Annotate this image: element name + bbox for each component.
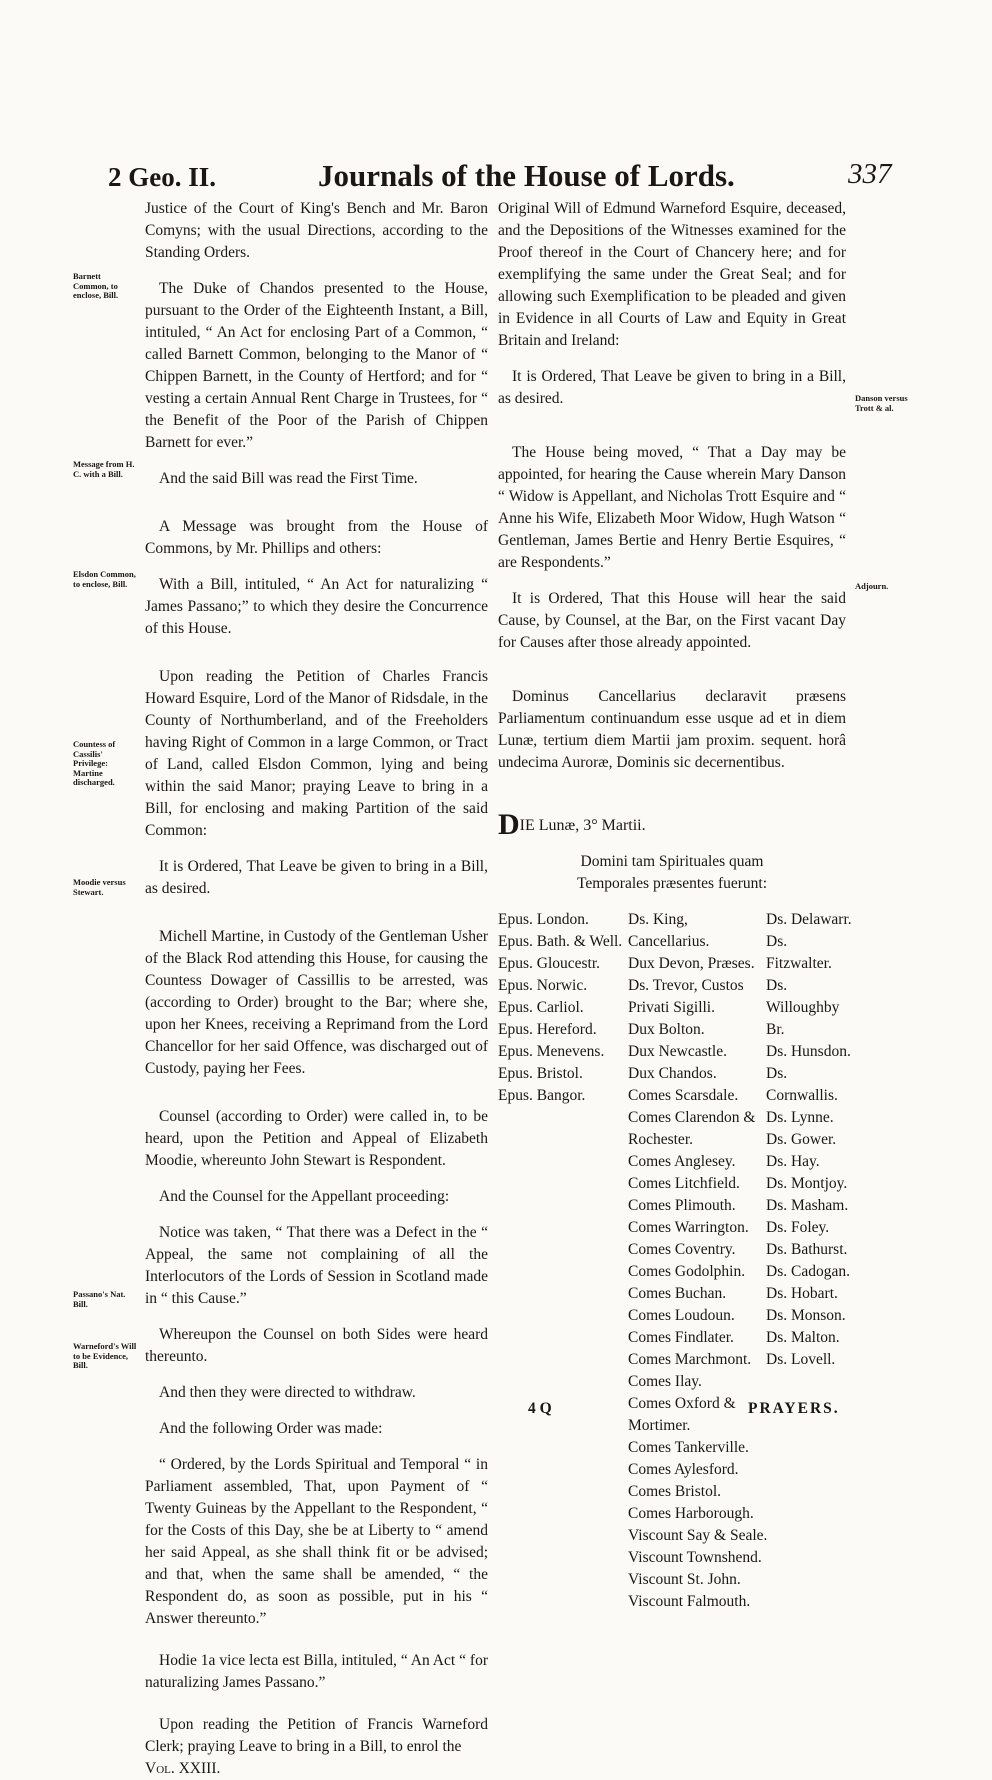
list-item: Ds. Willoughby Br.: [766, 977, 840, 1038]
page-number: 337: [848, 158, 892, 190]
list-item: Epus. Hereford.: [498, 1021, 597, 1038]
list-item: Comes Aylesford.: [628, 1461, 739, 1478]
journal-title: Journals of the House of Lords.: [318, 158, 735, 193]
list-item: Viscount Townshend.: [628, 1549, 762, 1566]
list-item: Comes Plimouth.: [628, 1197, 736, 1214]
paragraph: Original Will of Edmund Warneford Esquire, deceased, and the Depositions of the Witnesses examined for the Proof thereof in the Court of Chancery here; and for exemplifying the same under the Great Seal; and for allowing such Exemplification to be pleaded and given in Evidence in all Courts of Law and Equity in Great Britain and Ireland:: [498, 200, 846, 349]
margin-note: Message from H. C. with a Bill.: [73, 459, 135, 479]
list-item: Ds. Delawarr.: [766, 911, 852, 928]
list-item: Comes Godolphin.: [628, 1263, 746, 1280]
list-item: Comes Buchan.: [628, 1285, 727, 1302]
list-item: Comes Anglesey.: [628, 1153, 736, 1170]
list-item: Ds. Lovell.: [766, 1351, 836, 1368]
list-item: Comes Findlater.: [628, 1329, 734, 1346]
list-item: Ds. Hunsdon.: [766, 1043, 851, 1060]
list-item: Viscount Say & Seale.: [628, 1527, 768, 1544]
reign-label: 2 Geo. II.: [108, 162, 216, 192]
list-item: Ds. Hobart.: [766, 1285, 838, 1302]
paragraph: The House being moved, “ That a Day may be appointed, for hearing the Cause wherein Mary Danson “ Widow is Appellant, and Nicholas Trott Esquire and “ Anne his Wife, Elizabeth Moor Widow, Hugh Watson “ Gentleman, James Bertie and Henry Bertie Esquires, “ are Respondents.”: [498, 444, 846, 571]
bishops-list: [498, 909, 626, 1107]
list-item: Comes Harborough.: [628, 1505, 754, 1522]
present-statement: Domini tam Spirituales quam Temporales præsentes fuerunt:: [576, 853, 768, 892]
paragraph: It is Ordered, That Leave be given to bring in a Bill, as desired.: [145, 858, 488, 897]
paragraph: And the following Order was made:: [159, 1420, 383, 1437]
paragraph: It is Ordered, That this House will hear the said Cause, by Counsel, at the Bar, on the First vacant Day for Causes after those already appointed.: [498, 590, 846, 651]
day-heading: [498, 808, 846, 841]
list-item: Ds. Cornwallis.: [766, 1065, 838, 1104]
list-item: Dux Newcastle.: [628, 1043, 727, 1060]
paragraph: The Duke of Chandos presented to the House, pursuant to the Order of the Eighteenth Instant, a Bill, intituled, “ An Act for enclosing Part of a Common, “ called Barnett Common, belonging to the Manor of “ Chippen Barnett, in the County of Hertford; and for “ vesting a certain Annual Rent Charge in Trustees, for “ the Benefit of the Poor of the Parish of Chippen Barnett for ever.”: [145, 280, 488, 451]
paragraph: Upon reading the Petition of Francis Warneford Clerk; praying Leave to bring in a Bill, to enrol the: [145, 1716, 488, 1755]
list-item: Dux Devon, Præses.: [628, 955, 755, 972]
list-item: Dux Bolton.: [628, 1021, 705, 1038]
margin-note: Passano's Nat. Bill.: [73, 1289, 126, 1309]
list-item: Comes Bristol.: [628, 1483, 722, 1500]
list-item: Ds. Malton.: [766, 1329, 840, 1346]
margin-note: Warneford's Will to be Evidence, Bill.: [73, 1341, 137, 1370]
paragraph: Counsel (according to Order) were called in, to be heard, upon the Petition and Appeal of Elizabeth Moodie, whereunto John Stewart is Respondent.: [145, 1108, 488, 1169]
list-item: Ds. Masham.: [766, 1197, 849, 1214]
list-item: Ds. Fitzwalter.: [766, 933, 832, 972]
list-item: Ds. Cadogan.: [766, 1263, 850, 1280]
list-item: Epus. London.: [498, 911, 589, 928]
list-item: Comes Loudoun.: [628, 1307, 735, 1324]
day-heading-text: IE Lunæ, 3° Martii.: [519, 817, 646, 834]
list-item: Viscount St. John.: [628, 1571, 741, 1588]
margin-note: Barnett Common, to enclose, Bill.: [73, 271, 119, 300]
list-item: Comes Tankerville.: [628, 1439, 749, 1456]
paragraph: It is Ordered, That Leave be given to bring in a Bill, as desired.: [498, 368, 846, 407]
catchword: PRAYERS.: [748, 1400, 840, 1417]
list-item: Ds. Monson.: [766, 1307, 846, 1324]
left-column: [145, 198, 488, 1780]
list-item: Ds. Hay.: [766, 1153, 820, 1170]
list-item: Ds. Trevor, Custos Privati Sigilli.: [628, 977, 744, 1016]
list-item: Comes Coventry.: [628, 1241, 736, 1258]
paragraph: Justice of the Court of King's Bench and Mr. Baron Comyns; with the usual Directions, according to the Standing Orders.: [145, 200, 488, 261]
list-item: Ds. Montjoy.: [766, 1175, 848, 1192]
paragraph: Upon reading the Petition of Charles Francis Howard Esquire, Lord of the Manor of Ridsdale, in the County of Northumberland, and of the Freeholders having Right of Common in a large Common, or Tract of Land, called Elsdon Common, lying and being within the said Manor; praying Leave to bring in a Bill, for enclosing and making Partition of the said Common:: [145, 668, 488, 839]
paragraph: And then they were directed to withdraw.: [159, 1384, 416, 1401]
barons-list: [766, 909, 856, 1371]
margin-note: Danson versus Trott & al.: [855, 393, 908, 413]
margin-note: Adjourn.: [855, 581, 889, 591]
list-item: Comes Scarsdale.: [628, 1087, 739, 1104]
paragraph: Whereupon the Counsel on both Sides were heard thereunto.: [145, 1326, 488, 1365]
paragraph: With a Bill, intituled, “ An Act for naturalizing “ James Passano;” to which they desire the Concurrence of this House.: [145, 576, 488, 637]
volume-mark: Vol. XXIII.: [145, 1760, 221, 1777]
peers-list: [628, 909, 768, 1613]
list-item: Epus. Bath. & Well.: [498, 933, 623, 950]
list-item: Epus. Bangor.: [498, 1087, 586, 1104]
lords-present: [498, 909, 852, 1610]
list-item: Comes Clarendon & Rochester.: [628, 1109, 756, 1148]
signature-mark: 4 Q: [528, 1400, 552, 1417]
paragraph: And the Counsel for the Appellant proceeding:: [159, 1188, 450, 1205]
list-item: Epus. Gloucestr.: [498, 955, 601, 972]
list-item: Ds. King, Cancellarius.: [628, 911, 710, 950]
paragraph: Hodie 1a vice lecta est Billa, intituled, “ An Act “ for naturalizing James Passano.”: [145, 1652, 488, 1691]
paragraph: Notice was taken, “ That there was a Defect in the “ Appeal, the same not complaining of all the Interlocutors of the Lords of Session in Scotland made in “ this Cause.”: [145, 1224, 488, 1307]
paragraph: “ Ordered, by the Lords Spiritual and Temporal “ in Parliament assembled, That, upon Payment of “ Twenty Guineas by the Appellant to the Respondent, “ for the Costs of this Day, she be at Liberty to “ amend her said Appeal, as she shall think fit or be advised; and that, when the same shall be amended, “ the Respondent do, as soon as possible, put in his “ Answer thereunto.”: [145, 1456, 488, 1627]
list-item: Ds. Foley.: [766, 1219, 830, 1236]
margin-note: Countess of Cassilis' Privilege: Martine discharged.: [73, 739, 116, 787]
list-item: Ds. Lynne.: [766, 1109, 834, 1126]
paragraph: Michell Martine, in Custody of the Gentleman Usher of the Black Rod attending this House, for causing the Countess Dowager of Cassillis to be arrested, was (according to Order) brought to the Bar; where she, upon her Knees, receiving a Reprimand from the Lord Chancellor for her said Offence, was discharged out of Custody, paying her Fees.: [145, 928, 488, 1077]
margin-note: Moodie versus Stewart.: [73, 877, 126, 897]
list-item: Epus. Norwic.: [498, 977, 588, 994]
margin-note: Elsdon Common, to enclose, Bill.: [73, 569, 136, 589]
paragraph: And the said Bill was read the First Time.: [159, 470, 418, 487]
list-item: Dux Chandos.: [628, 1065, 717, 1082]
list-item: Epus. Bristol.: [498, 1065, 583, 1082]
paragraph: Dominus Cancellarius declaravit præsens Parliamentum continuandum esse usque ad et in diem Lunæ, tertium diem Martii jam proxim. sequent. horâ undecima Auroræ, Dominis sic decernentibus.: [498, 688, 846, 771]
drop-initial: D: [498, 808, 520, 841]
list-item: Comes Ilay.: [628, 1373, 702, 1390]
right-column: [498, 198, 852, 1610]
list-item: Viscount Falmouth.: [628, 1593, 751, 1610]
list-item: Comes Litchfield.: [628, 1175, 740, 1192]
list-item: Ds. Gower.: [766, 1131, 837, 1148]
list-item: Comes Warrington.: [628, 1219, 749, 1236]
paragraph: A Message was brought from the House of Commons, by Mr. Phillips and others:: [145, 518, 488, 557]
list-item: Ds. Bathurst.: [766, 1241, 848, 1258]
list-item: Epus. Carliol.: [498, 999, 584, 1016]
list-item: Comes Oxford & Mortimer.: [628, 1395, 736, 1434]
list-item: Comes Marchmont.: [628, 1351, 752, 1368]
list-item: Epus. Menevens.: [498, 1043, 605, 1060]
running-header: [0, 152, 992, 202]
